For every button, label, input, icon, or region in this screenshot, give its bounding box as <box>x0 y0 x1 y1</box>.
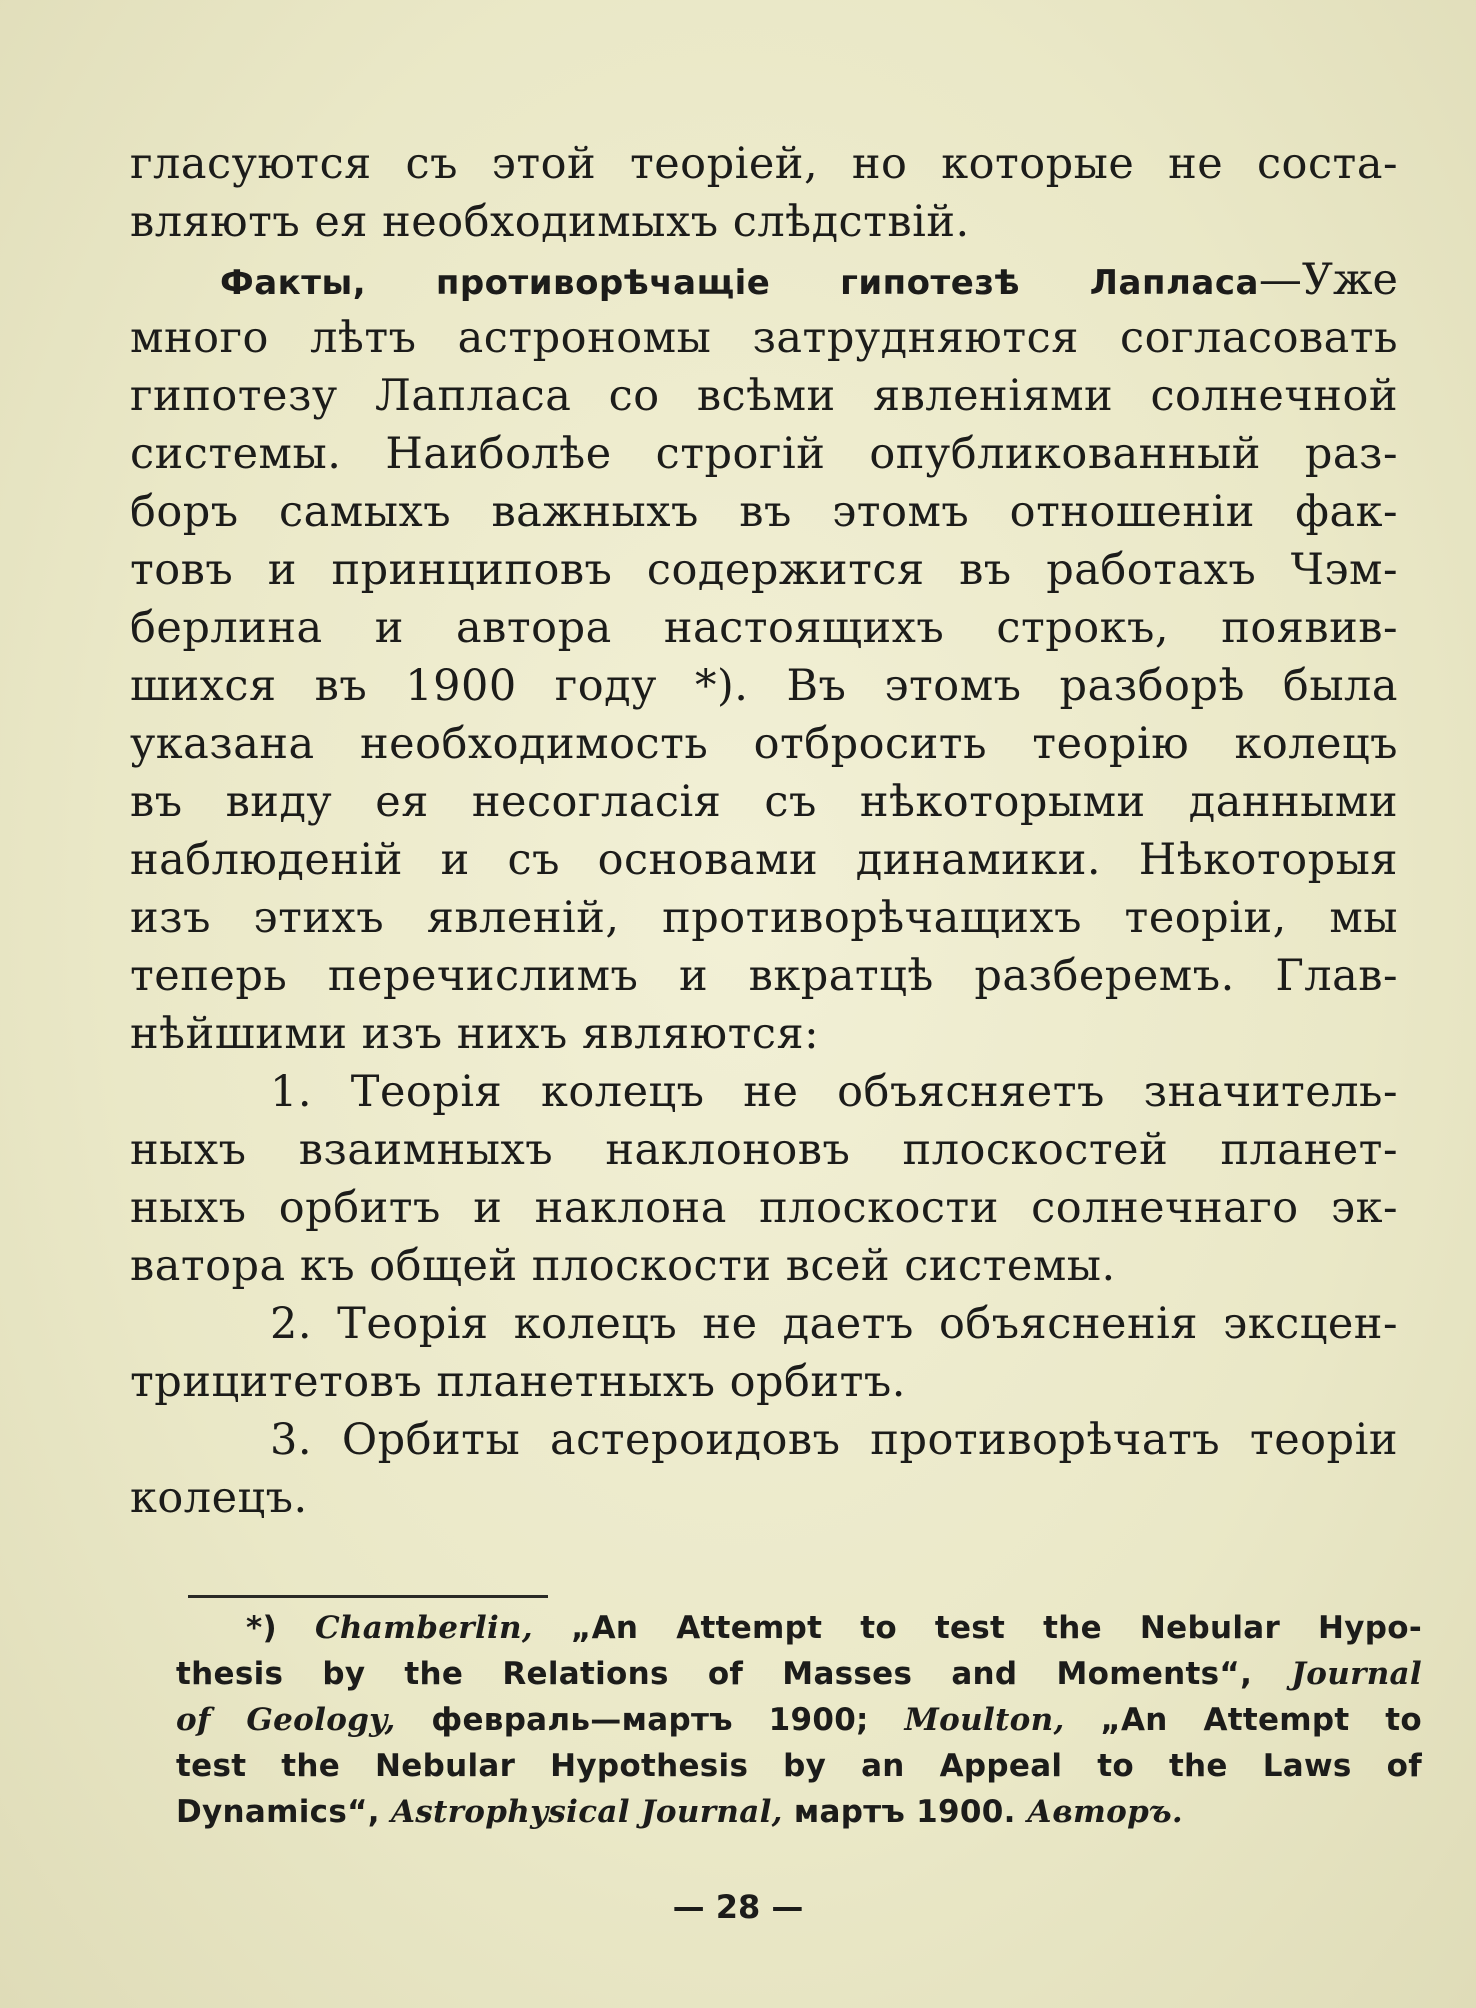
text-line: вляютъ ея необходимыхъ слѣдствій. <box>130 197 970 247</box>
list-item-line: 2. Теорія колецъ не даетъ объясненія эксцен- <box>270 1299 1398 1349</box>
text-line: системы. Наиболѣе строгій опубликованный раз- <box>130 429 1398 479</box>
footnote-text: thesis by the Relations of Masses and Moments“, <box>176 1656 1253 1692</box>
footnote-text: мартъ 1900. <box>793 1794 1016 1830</box>
footnote-marker: *) <box>246 1610 277 1646</box>
footnote-divider <box>188 1595 548 1598</box>
text-line: нѣйшими изъ нихъ являются: <box>130 1009 820 1059</box>
footnote-line <box>176 1789 1422 1835</box>
text-line: изъ этихъ явленій, противорѣчащихъ теоріи, мы <box>130 893 1398 943</box>
heading-continuation: —Уже <box>1258 255 1398 305</box>
list-item-line: 1. Теорія колецъ не объясняетъ значитель- <box>270 1067 1398 1117</box>
list-item-line: 3. Орбиты астероидовъ противорѣчатъ теоріи <box>270 1415 1398 1465</box>
list-item-line: ныхъ взаимныхъ наклоновъ плоскостей планет- <box>130 1125 1398 1175</box>
footnote-journal: of Geology, <box>176 1702 396 1738</box>
footnote-author: Moulton, <box>904 1702 1065 1738</box>
text-line: боръ самыхъ важныхъ въ этомъ отношеніи фак- <box>130 487 1398 537</box>
list-item-line: трицитетовъ планетныхъ орбитъ. <box>130 1357 906 1407</box>
text-line: наблюденій и съ основами динамики. Нѣкоторыя <box>130 835 1398 885</box>
text-line: указана необходимость отбросить теорію колецъ <box>130 719 1398 769</box>
footnote-line: test the Nebular Hypothesis by an Appeal to the Laws of <box>176 1748 1422 1784</box>
list-item-line: ватора къ общей плоскости всей системы. <box>130 1241 1116 1291</box>
main-text <box>130 135 1398 1527</box>
section-heading: Факты, противорѣчащіе гипотезѣ Лаплаcа <box>220 263 1259 303</box>
text-line: товъ и принциповъ содержится въ работахъ Чэм- <box>130 545 1398 595</box>
text-line: въ виду ея несогласія съ нѣкоторыми данными <box>130 777 1398 827</box>
text-line: берлина и автора настоящихъ строкъ, появив- <box>130 603 1398 653</box>
footnote-signature: Авторъ. <box>1026 1794 1184 1830</box>
footnote-journal: Astrophysical Journal, <box>390 1794 783 1830</box>
page-number: — 28 — <box>672 1888 804 1926</box>
footnote-text: Dynamics“, <box>176 1794 380 1830</box>
text-line: теперь перечислимъ и вкратцѣ разберемъ. Глав- <box>130 951 1398 1001</box>
footnote-author: Chamberlin, <box>314 1610 533 1646</box>
text-line: много лѣтъ астрономы затрудняются согласовать <box>130 313 1398 363</box>
list-item-line: ныхъ орбитъ и наклона плоскости солнечнаго эк- <box>130 1183 1398 1233</box>
footnote-line <box>176 1605 1422 1651</box>
footnote-text: февраль—мартъ 1900; <box>431 1702 869 1738</box>
footnote-line <box>176 1697 1422 1743</box>
text-line: шихся въ 1900 году *). Въ этомъ разборѣ была <box>130 661 1398 711</box>
text-line: гласуются съ этой теоріей, но которые не соста- <box>130 139 1398 189</box>
footnote-journal: Journal <box>1291 1656 1422 1692</box>
list-item-line: колецъ. <box>130 1473 308 1523</box>
text-line: гипотезу Лапласа со всѣми явленіями солнечной <box>130 371 1398 421</box>
footnote-text: „An Attempt to test the Nebular Hypo- <box>570 1610 1423 1646</box>
section-heading-line <box>130 251 1398 309</box>
footnote-text: „An Attempt to <box>1100 1702 1422 1738</box>
footnote <box>176 1605 1422 1835</box>
footnote-line <box>176 1651 1422 1697</box>
